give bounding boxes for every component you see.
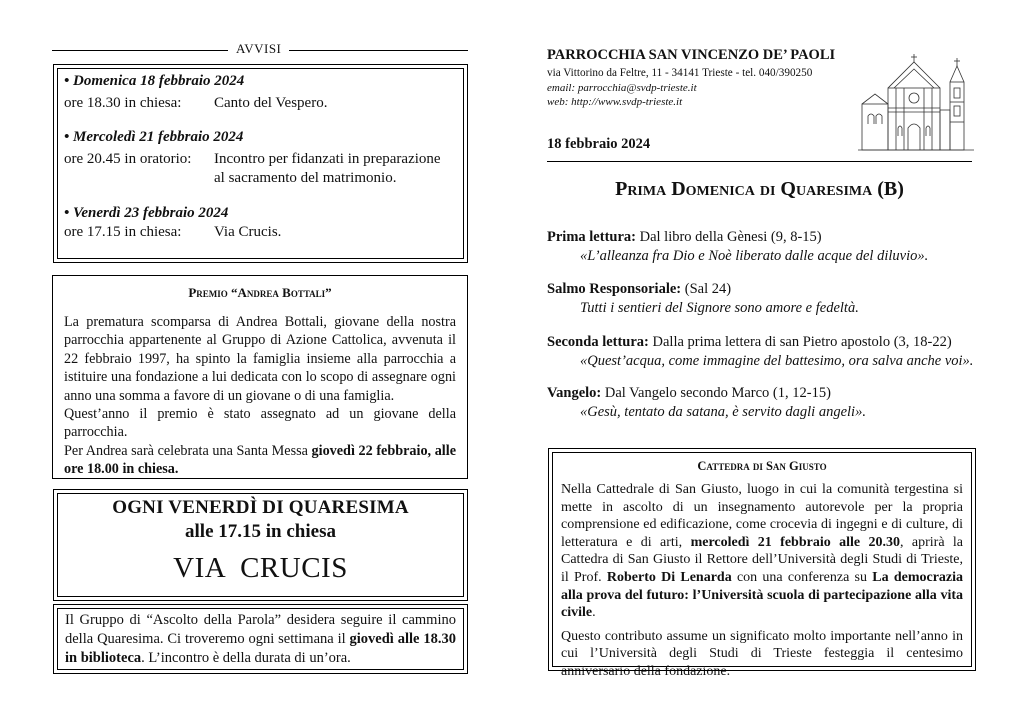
premio-title: Premio “Andrea Bottali” (188, 285, 332, 300)
event-time: ore 17.15 in chiesa: (64, 224, 182, 240)
ascolto-text (65, 611, 456, 668)
events-box (57, 68, 464, 259)
reading-quote: «Quest’acqua, come immagine del battesimo, ora salva anche voi». (580, 353, 974, 369)
cattedra-box (552, 452, 972, 679)
quaresima-line-3: VIA CRUCIS (173, 552, 348, 584)
reading-1 (547, 228, 977, 266)
via-crucis-box (57, 493, 464, 597)
cattedra-text: con una conferenza su (731, 569, 873, 585)
cattedra-paragraph-1 (561, 481, 963, 622)
event-desc: Incontro per fidanzati in preparazione al sacramento del matrimonio. (214, 151, 441, 186)
cattedra-title: Cattedra di San Giusto (697, 459, 827, 473)
parish-address: via Vittorino da Feltre, 11 - 34141 Trieste - tel. 040/390250 (547, 67, 813, 79)
ascolto-pre: Il Gruppo di “Ascolto della Parola” desidera seguire il cammino della Quaresima. Ci troveremo ogni settimana il (65, 612, 456, 647)
reading-2 (547, 280, 977, 318)
event-1 (64, 73, 457, 113)
reading-label: Vangelo: (547, 385, 602, 401)
premio-paragraph-1: La prematura scomparsa di Andrea Bottali, giovane della nostra parrocchia appartenente al Gruppo di Azione Cattolica, avvenuta il 22 febbraio 1997, ha spinto la famiglia insieme alla parrocchia a istituire una fondazione a lui dedicata con lo scopo di assegnare ogni anno una somma a favore di un giovane o di una famiglia. (64, 314, 456, 404)
reading-label: Salmo Responsoriale: (547, 281, 682, 297)
quaresima-line-1: OGNI VENERDÌ DI QUARESIMA (112, 497, 409, 518)
bulletin-date: 18 febbraio 2024 (547, 136, 651, 152)
parish-name: PARROCCHIA SAN VINCENZO DE’ PAOLI (547, 47, 836, 63)
reading-4 (547, 384, 977, 422)
header-rule (547, 161, 972, 162)
reading-quote: Tutti i sentieri del Signore sono amore e fedeltà. (580, 300, 859, 316)
sunday-title: Prima Domenica di Quaresima (B) (615, 178, 904, 200)
premio-mass-time: giovedì 22 febbraio, alle ore 18.00 in chiesa. (64, 442, 456, 478)
cattedra-paragraph-2: Questo contributo assume un significato molto importante nell’anno in cui l’Università degli Studi di Trieste festeggia il centesimo anniversario della fondazione. (561, 628, 963, 679)
ascolto-box (57, 608, 464, 670)
event-desc: Via Crucis. (214, 224, 282, 240)
reading-3 (547, 333, 977, 371)
reading-quote: «Gesù, tentato da satana, è servito dagli angeli». (580, 404, 866, 420)
event-time: ore 20.45 in oratorio: (64, 151, 192, 167)
parish-email: email: parrocchia@svdp-trieste.it (547, 82, 697, 94)
premio-paragraph-2: Quest’anno il premio è stato assegnato ad un giovane della parrocchia. (64, 406, 456, 441)
event-time: ore 18.30 in chiesa: (64, 95, 182, 111)
reading-source: Dalla prima lettera di san Pietro apostolo (3, 18-22) (652, 334, 952, 350)
cattedra-text: Nella Cattedrale di San Giusto, luogo in cui la comunità tergestina si mette in ascolto di un insegnamento autorevole per la propria comprensione ed edificazione, come crocevia di ingegni e di culture, di letteratura e di arti, (561, 482, 963, 550)
avvisi-title: AVVISI (228, 41, 289, 57)
reading-source: Dal libro della Gènesi (9, 8-15) (639, 229, 822, 245)
premio-box (52, 275, 468, 479)
parish-web: web: http://www.svdp-trieste.it (547, 96, 683, 108)
event-2 (64, 129, 457, 188)
cattedra-topic: La democrazia alla prova del futuro: l’Università scuola di partecipazione alla vita civile (561, 569, 964, 621)
cattedra-date: mercoledì 21 febbraio alle 20.30 (690, 534, 900, 550)
event-date: • Domenica 18 febbraio 2024 (64, 73, 245, 89)
reading-label: Prima lettura: (547, 229, 636, 245)
cattedra-speaker: Roberto Di Lenarda (606, 569, 732, 585)
reading-source: (Sal 24) (684, 281, 732, 297)
quaresima-line-2: alle 17.15 in chiesa (185, 521, 336, 542)
reading-source: Dal Vangelo secondo Marco (1, 12-15) (604, 385, 831, 401)
premio-paragraph-3 (64, 442, 456, 479)
ascolto-time: giovedì alle 18.30 in biblioteca (65, 631, 456, 666)
cattedra-text: . (592, 605, 596, 621)
cattedra-text: , aprirà la Cattedra di San Giusto il Rettore dell’Università degli Studi di Trieste, il Prof. (561, 534, 964, 585)
event-desc: Canto del Vespero. (214, 95, 328, 111)
event-date: • Mercoledì 21 febbraio 2024 (64, 129, 244, 145)
reading-quote: «L’alleanza fra Dio e Noè liberato dalle acque del diluvio». (580, 248, 929, 264)
premio-text: Per Andrea sarà celebrata una Santa Messa (64, 442, 312, 459)
event-3 (64, 205, 457, 242)
event-date: • Venerdì 23 febbraio 2024 (64, 205, 229, 221)
ascolto-post: . L’incontro è della durata di un’ora. (141, 650, 351, 666)
reading-label: Seconda lettura: (547, 334, 649, 350)
church-illustration (858, 48, 974, 152)
